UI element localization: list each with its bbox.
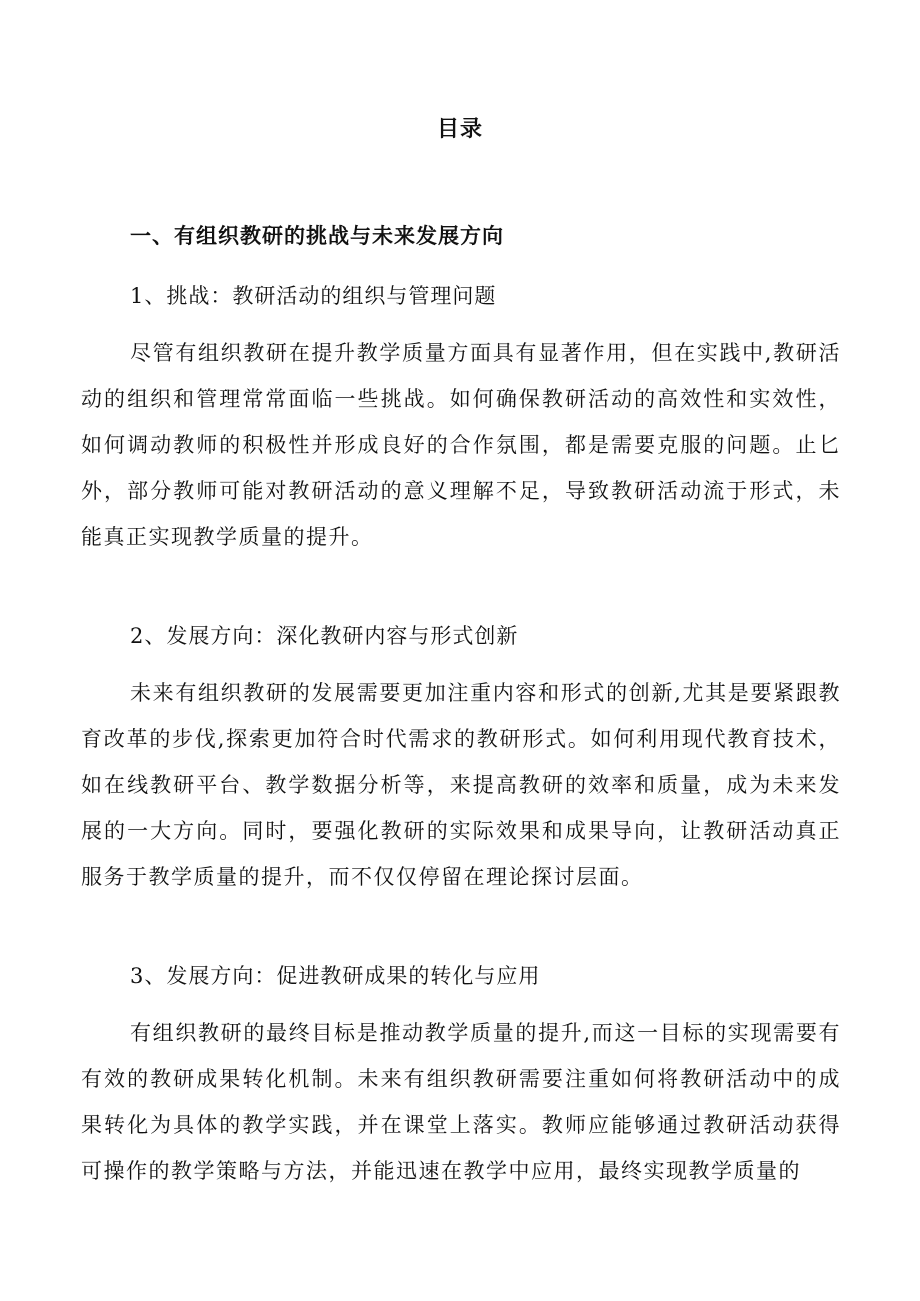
paragraph-2: 未来有组织教研的发展需要更加注重内容和形式的创新,尤其是要紧跟教育改革的步伐,探索更加符合时代需求的教研形式。如何利用现代教育技术，如在线教研平台、教学数据分析等，来提高教研的效率和质量，成为未来发展的一大方向。同时，要强化教研的实际效果和成果导向，让教研活动真正服务于教学质量的提升，而不仅仅停留在理论探讨层面。 bbox=[81, 681, 841, 889]
subsection-heading-2: 2、发展方向：深化教研内容与形式创新 bbox=[130, 624, 519, 648]
paragraph-1: 尽管有组织教研在提升教学质量方面具有显著作用，但在实践中,教研活动的组织和管理常常面临一些挑战。如何确保教研活动的高效性和实效性，如何调动教师的积极性并形成良好的合作氛围，都是需要克服的问题。止匕外，部分教师可能对教研活动的意义理解不足，导致教研活动流于形式，未能真正实现教学质量的提升。 bbox=[81, 341, 841, 549]
section-heading: 一、有组织教研的挑战与未来发展方向 bbox=[130, 223, 504, 248]
subsection-heading-3: 3、发展方向：促进教研成果的转化与应用 bbox=[130, 964, 541, 988]
paragraph-3: 有组织教研的最终目标是推动教学质量的提升,而这一目标的实现需要有有效的教研成果转化机制。未来有组织教研需要注重如何将教研活动中的成果转化为具体的教学实践，并在课堂上落实。教师应能够通过教研活动获得可操作的教学策略与方法，并能迅速在教学中应用，最终实现教学质量的 bbox=[81, 1021, 841, 1183]
subsection-heading-1: 1、挑战：教研活动的组织与管理问题 bbox=[130, 284, 497, 308]
toc-title: 目录 bbox=[436, 116, 483, 142]
